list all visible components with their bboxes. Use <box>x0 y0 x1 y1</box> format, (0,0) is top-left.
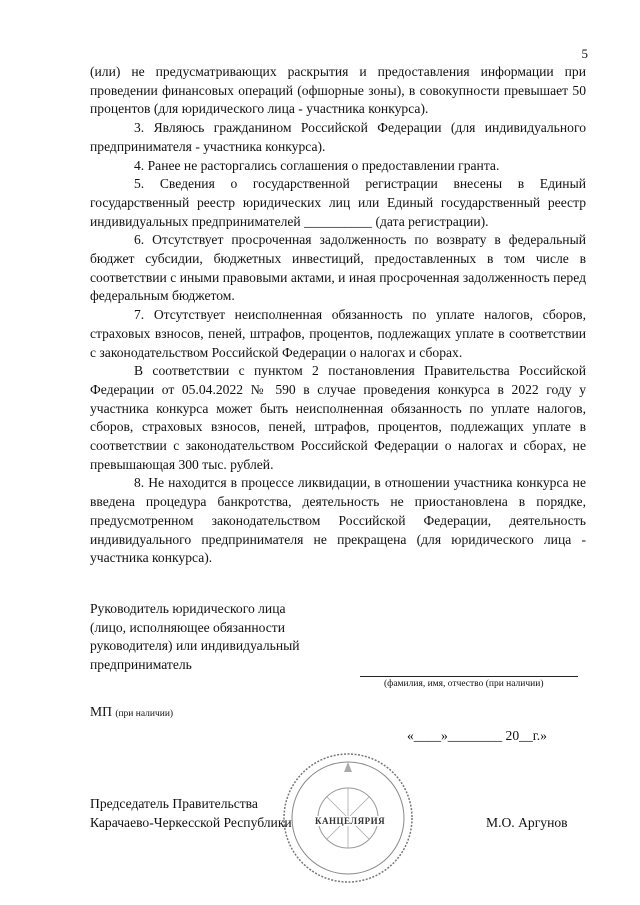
signatory-line: Руководитель юридического лица <box>90 601 286 616</box>
paragraph-7-note: В соответствии с пунктом 2 постановления Правительства Российской Федерации от 05.04.2022 № 590 в случае проведения конкурса в 2022 году у участника конкурса может быть неисполненная обязанность по уплате налогов, сборов, страховых взносов, пеней, штрафов, процентов, подлежащих уплате в соответствии с законодательством Российской Федерации о налогах и сборах, не превышающая 300 тыс. рублей. <box>90 363 586 472</box>
paragraph-8: 8. Не находится в процессе ликвидации, в отношении участника конкурса не введена процедура банкротства, деятельность не приостановлена в порядке, предусмотренном законодательством Российской Федерации, деятельность индивидуального предпринимателя не прекращена (для юридического лица - участника конкурса). <box>90 475 586 566</box>
signatory-block <box>90 600 300 675</box>
signatory-line: (лицо, исполняющее обязанности <box>90 619 286 635</box>
paragraph-3: 3. Являюсь гражданином Российской Федерации (для индивидуального предпринимателя - участника конкурса). <box>90 120 586 154</box>
seal-placeholder <box>90 704 173 720</box>
page-number: 5 <box>581 46 588 61</box>
paragraph-4: 4. Ранее не расторгались соглашения о предоставлении гранта. <box>134 157 500 173</box>
seal-label: МП <box>90 704 112 719</box>
signature-line <box>360 676 578 677</box>
seal-note: (при наличии) <box>115 709 174 719</box>
document-body <box>90 63 586 568</box>
paragraph-continuation: (или) не предусматривающих раскрытия и предоставления информации при проведении финансовых операций (офшорные зоны), в совокупности превышает 50 процентов (для юридического лица - участника конкурса). <box>90 64 586 117</box>
chairman-block <box>90 795 292 832</box>
paragraph-6: 6. Отсутствует просроченная задолженность по возврату в федеральный бюджет субсидии, бюджетных инвестиций, предоставленных в том числе в соответствии с иными правовыми актами, и иная просроченная задолженность перед федеральным бюджетом. <box>90 232 586 304</box>
chairman-title: Карачаево-Черкесской Республики <box>90 814 292 830</box>
paragraph-5: 5. Сведения о государственной регистрации внесены в Единый государственный реестр юридических лиц или Единый государственный реестр индивидуальных предпринимателей __________ (дата регистрации). <box>90 176 586 229</box>
signature-caption: (фамилия, имя, отчество (при наличии) <box>384 679 544 689</box>
chairman-title: Председатель Правительства <box>90 796 258 811</box>
signatory-line: предприниматель <box>90 657 192 673</box>
date-line: «____»________ 20__г.» <box>407 728 547 743</box>
chairman-name: М.О. Аргунов <box>486 815 568 830</box>
signatory-line: руководителя) или индивидуальный <box>90 638 300 654</box>
paragraph-7: 7. Отсутствует неисполненная обязанность по уплате налогов, сборов, страховых взносов, пеней, штрафов, процентов, подлежащих уплате в соответствии с законодательством Российской Федерации о налогах и сборах. <box>90 307 586 360</box>
stamp-label: КАНЦЕЛЯРИЯ <box>315 816 386 826</box>
